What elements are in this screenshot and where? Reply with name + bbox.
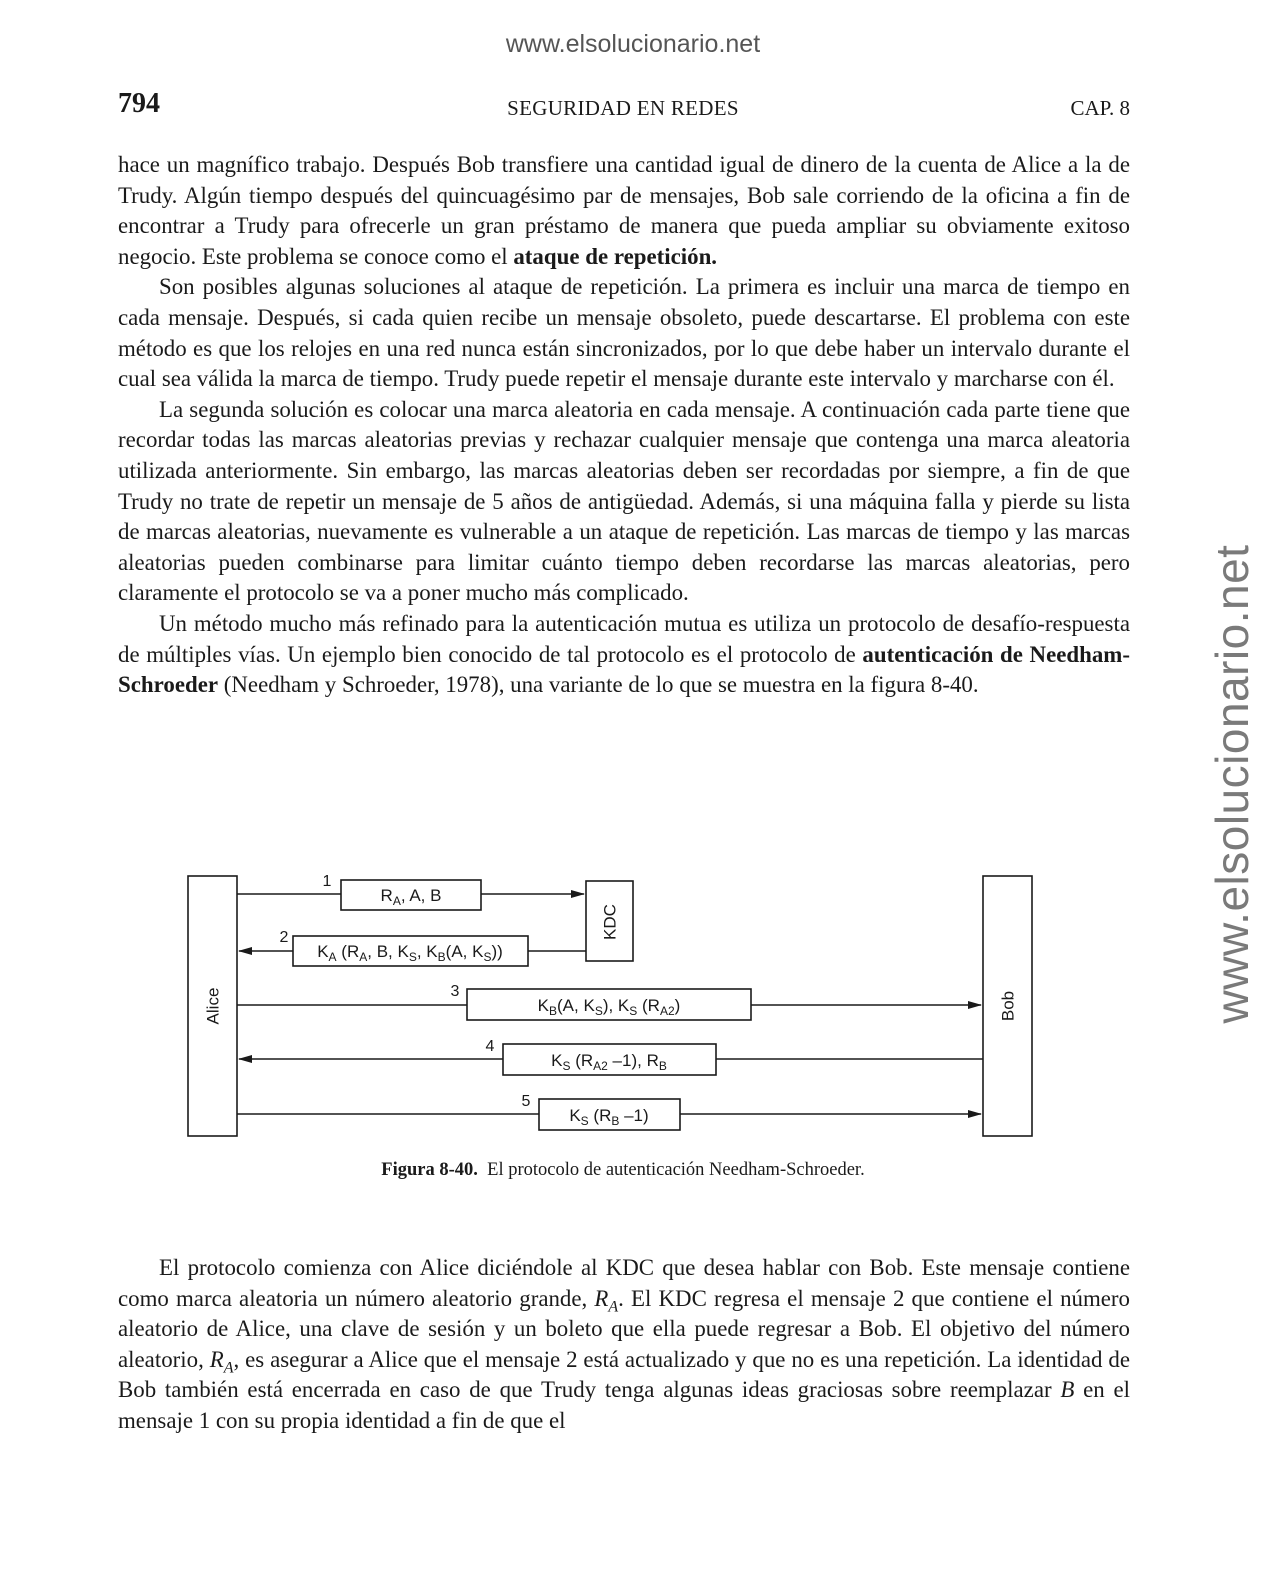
paragraph: La segunda solución es colocar una marca aleatoria en cada mensaje. A continuación cada parte tiene que recordar todas las marcas aleatorias previas y rechazar cualquier mensaje que contenga una marca aleatoria utilizada anteriormente. Sin embargo, las marcas aleatorias deben ser recordadas por siempre, a fin de que Trudy no trate de repetir un mensaje de 5 años de antigüedad. Además, si una máquina falla y pierde su lista de marcas aleatorias, nuevamente es vulnerable a un ataque de repetición. Las marcas de tiempo y las marcas aleatorias pueden combinarse para limitar cuánto tiempo deben recordarse las marcas aleatorias, pero claramente el protocolo se va a poner mucho más complicado.	[118, 396, 1130, 606]
message-4-number: 4	[485, 1038, 495, 1055]
message-5-number: 5	[521, 1093, 531, 1110]
paragraph: hace un magnífico trabajo. Después Bob transfiere una cantidad igual de dinero de la cuenta de Alice a la de Trudy. Algún tiempo después del quincuagésimo par de mensajes, Bob sale corriendo de la oficina a fin de encontrar a Trudy para ofrecerle un gran préstamo de manera que pueda ampliar su obviamente exitoso negocio. Este problema se conoce como el ataque de repetición.	[118, 152, 1130, 269]
figure-caption-text: El protocolo de autenticación Needham-Schroeder.	[487, 1160, 865, 1180]
message-3-text: $K_B(A$, $K_S$), $K_S$ $(R_{A2})$	[537, 996, 681, 1018]
alice-label: Alice	[203, 987, 223, 1025]
protocol-diagram	[0, 860, 1280, 1150]
figure-caption-label: Figura 8-40.	[381, 1160, 478, 1180]
message-3-number: 3	[450, 983, 460, 1000]
page-number: 794	[118, 88, 160, 119]
running-title: SEGURIDAD EN REDES	[507, 96, 739, 120]
watermark-url-side: www.elsolucionario.net	[1206, 544, 1258, 1024]
kdc-label: KDC	[600, 904, 620, 940]
watermark-url-top: www.elsolucionario.net	[505, 30, 761, 58]
paragraph: Son posibles algunas soluciones al ataque de repetición. La primera es incluir una marca de tiempo en cada mensaje. Después, si cada quien recibe un mensaje obsoleto, puede descartarse. El problema con este método es que los relojes en una red nunca están sincronizados, por lo que debe haber un intervalo durante el cual sea válida la marca de tiempo. Trudy puede repetir el mensaje durante este intervalo y marcharse con él.	[118, 274, 1130, 392]
body-text-bottom	[118, 1253, 1130, 1437]
figure-8-40	[0, 860, 1280, 1150]
paragraph: El protocolo comienza con Alice diciéndole al KDC que desea hablar con Bob. Este mensaje contiene como marca aleatoria un número aleatorio grande, $R_A$. El KDC regresa el mensaje 2 que contiene el número aleatorio de Alice, una clave de sesión y un boleto que ella puede regresar a Bob. El objetivo del número aleatorio, $R_A$, es asegurar a Alice que el mensaje 2 está actualizado y que no es una repetición. La identidad de Bob también está encerrada en caso de que Trudy tenga algunas ideas graciosas sobre reemplazar B en el mensaje 1 con su propia identidad a fin de que el	[118, 1255, 1130, 1433]
message-2-text: $K_A$ ($R_A$, B, $K_S$, $K_B(A$, $K_S$))	[317, 942, 503, 964]
message-4-text: $K_S$ ($R_{A2}$ –1), $R_B$	[551, 1051, 667, 1073]
paragraph: Un método mucho más refinado para la autenticación mutua es utiliza un protocolo de desafío-respuesta de múltiples vías. Un ejemplo bien conocido de tal protocolo es el protocolo de autenticación de Needham-Schroeder (Needham y Schroeder, 1978), una variante de lo que se muestra en la figura 8-40.	[118, 610, 1130, 698]
message-2-number: 2	[279, 929, 289, 946]
body-text-top	[118, 150, 1130, 701]
message-1-text: $R_A$, A, B	[380, 886, 442, 908]
figure-caption	[0, 1160, 1246, 1181]
message-5-text: $K_S$ ($R_B$ –1)	[569, 1106, 649, 1128]
message-1-number: 1	[322, 873, 332, 890]
chapter-label: CAP. 8	[1070, 96, 1130, 120]
bob-label: Bob	[998, 990, 1018, 1022]
